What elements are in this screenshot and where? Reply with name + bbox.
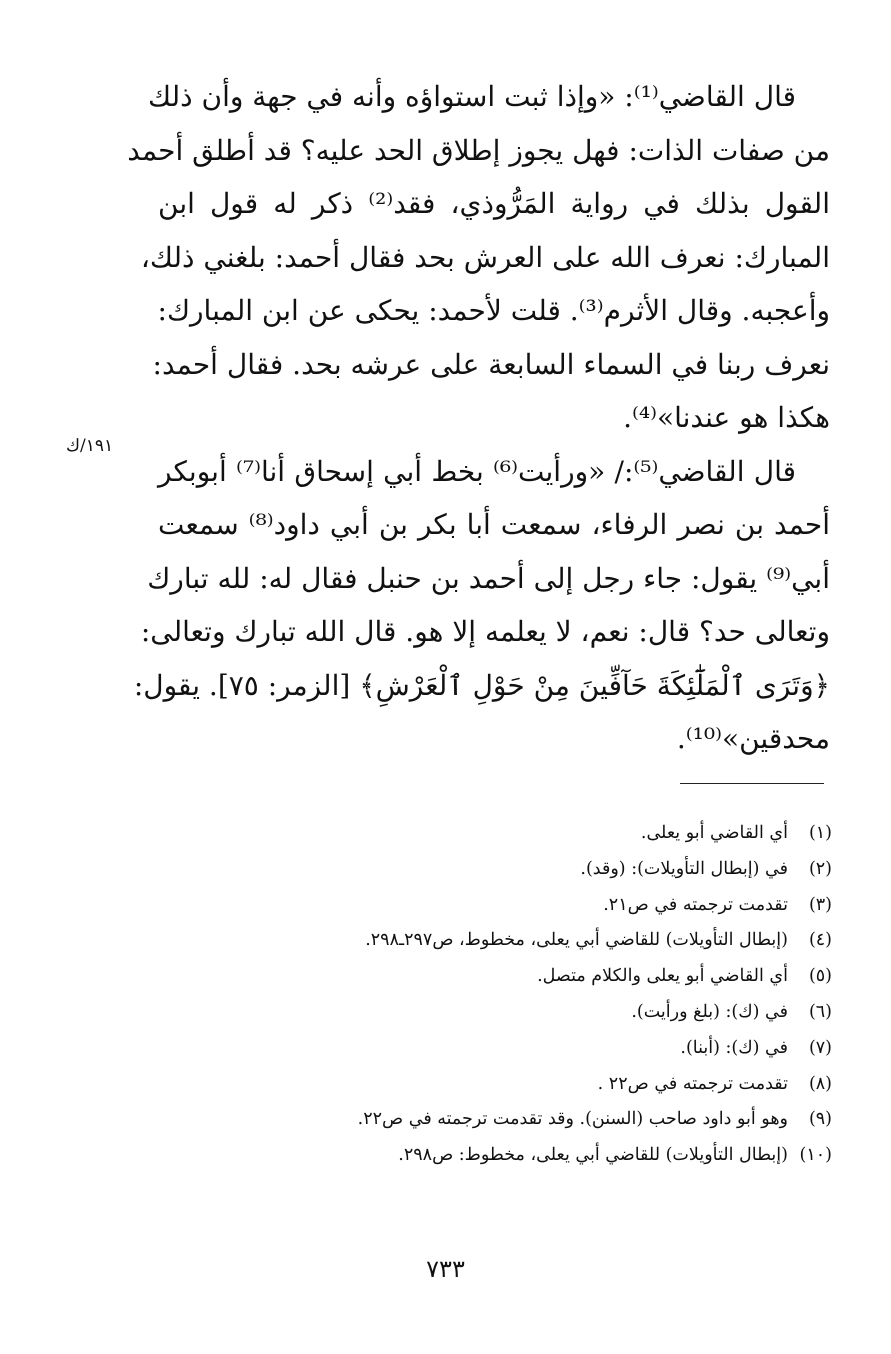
text-line: وأعجبه. وقال الأثرم⁽³⁾. قلت لأحمد: يحكى عن ابن المبارك: [157, 294, 830, 327]
footnote [240, 852, 832, 888]
text-line: من صفات الذات: فهل يجوز إطلاق الحد عليه؟ قد أطلق أحمد [127, 133, 830, 167]
text-line: هكذا هو عندنا»⁽⁴⁾. [623, 401, 830, 434]
footnote-text: تقدمت ترجمته في ص٢١. [603, 894, 788, 915]
footnote-number: (٤) [808, 930, 832, 951]
footnote-text: أي القاضي أبو يعلى والكلام متصل. [537, 966, 788, 987]
footnote-text: في (ك): (أبنا). [680, 1037, 788, 1058]
main-text [127, 70, 830, 766]
text-line: أبي⁽⁹⁾ يقول: جاء رجل إلى أحمد بن حنبل فقال له: لله تبارك [147, 561, 830, 595]
footnote-number: (٩) [808, 1109, 832, 1130]
manuscript-folio-reference: ١٩١/ك [66, 436, 114, 456]
text-line: محدقين»⁽¹⁰⁾. [676, 722, 830, 755]
footnote-number: (١٠) [799, 1145, 832, 1166]
text-line: أحمد بن نصر الرفاء، سمعت أبا بكر بن أبي داود⁽⁸⁾ سمعت [158, 508, 830, 541]
footnote-text: في (إبطال التأويلات): (وقد). [580, 858, 788, 879]
footnote-text: وهو أبو داود صاحب (السنن). وقد تقدمت ترجمته في ص٢٢. [357, 1109, 788, 1130]
footnote-number: (٣) [808, 894, 832, 915]
footnote-text: أي القاضي أبو يعلى. [640, 823, 788, 843]
footnote [240, 1031, 832, 1067]
footnote-separator [680, 783, 824, 784]
footnote [240, 959, 832, 995]
footnote-number: (٨) [808, 1073, 832, 1094]
footnote-number: (٢) [808, 858, 832, 879]
footnote [240, 1102, 832, 1138]
footnote-text: تقدمت ترجمته في ص٢٢ . [597, 1073, 788, 1094]
text-line: المبارك: نعرف الله على العرش بحد فقال أحمد: بلغني ذلك، [140, 240, 830, 274]
text-line: قال القاضي⁽⁵⁾:/ «ورأيت⁽⁶⁾ بخط أبي إسحاق أنا⁽⁷⁾ أبوبكر [158, 454, 797, 488]
footnote-text: (إبطال التأويلات) للقاضي أبي يعلى، مخطوط: ص٢٩٨. [398, 1145, 788, 1166]
text-line: القول بذلك في رواية المَرُّوذي، فقد⁽²⁾ ذكر له قول ابن [158, 187, 830, 220]
footnote-text: في (ك): (بلغ ورأيت). [631, 1001, 788, 1022]
footnote [240, 888, 832, 924]
footnote-number: (٦) [808, 1001, 832, 1022]
page-number: ٧٣٣ [426, 1255, 465, 1283]
footnote-number: (٧) [808, 1037, 832, 1058]
text-line: نعرف ربنا في السماء السابعة على عرشه بحد. فقال أحمد: [152, 347, 830, 381]
text-line: وتعالى حد؟ قال: نعم، لا يعلمه إلا هو. قال الله تبارك وتعالى: [140, 615, 830, 648]
footnote-number: (٥) [808, 966, 832, 987]
text-line: قال القاضي⁽¹⁾: «وإذا ثبت استواؤه وأنه في جهة وأن ذلك [148, 80, 796, 113]
footnote [240, 1067, 832, 1103]
footnote [240, 816, 832, 852]
footnote [240, 1138, 832, 1174]
footnote [240, 995, 832, 1031]
footnote [240, 923, 832, 959]
footnotes [240, 816, 832, 1174]
quran-verse-line: ﴿وَتَرَى ٱلْمَلَٰٓئِكَةَ حَآفِّينَ مِنْ حَوْلِ ٱلْعَرْشِ﴾ [الزمر: ٧٥]. يقول: [133, 668, 830, 702]
footnote-text: (إبطال التأويلات) للقاضي أبي يعلى، مخطوط، ص٢٩٧ـ٢٩٨. [365, 930, 788, 951]
footnote-number: (١) [808, 823, 832, 843]
